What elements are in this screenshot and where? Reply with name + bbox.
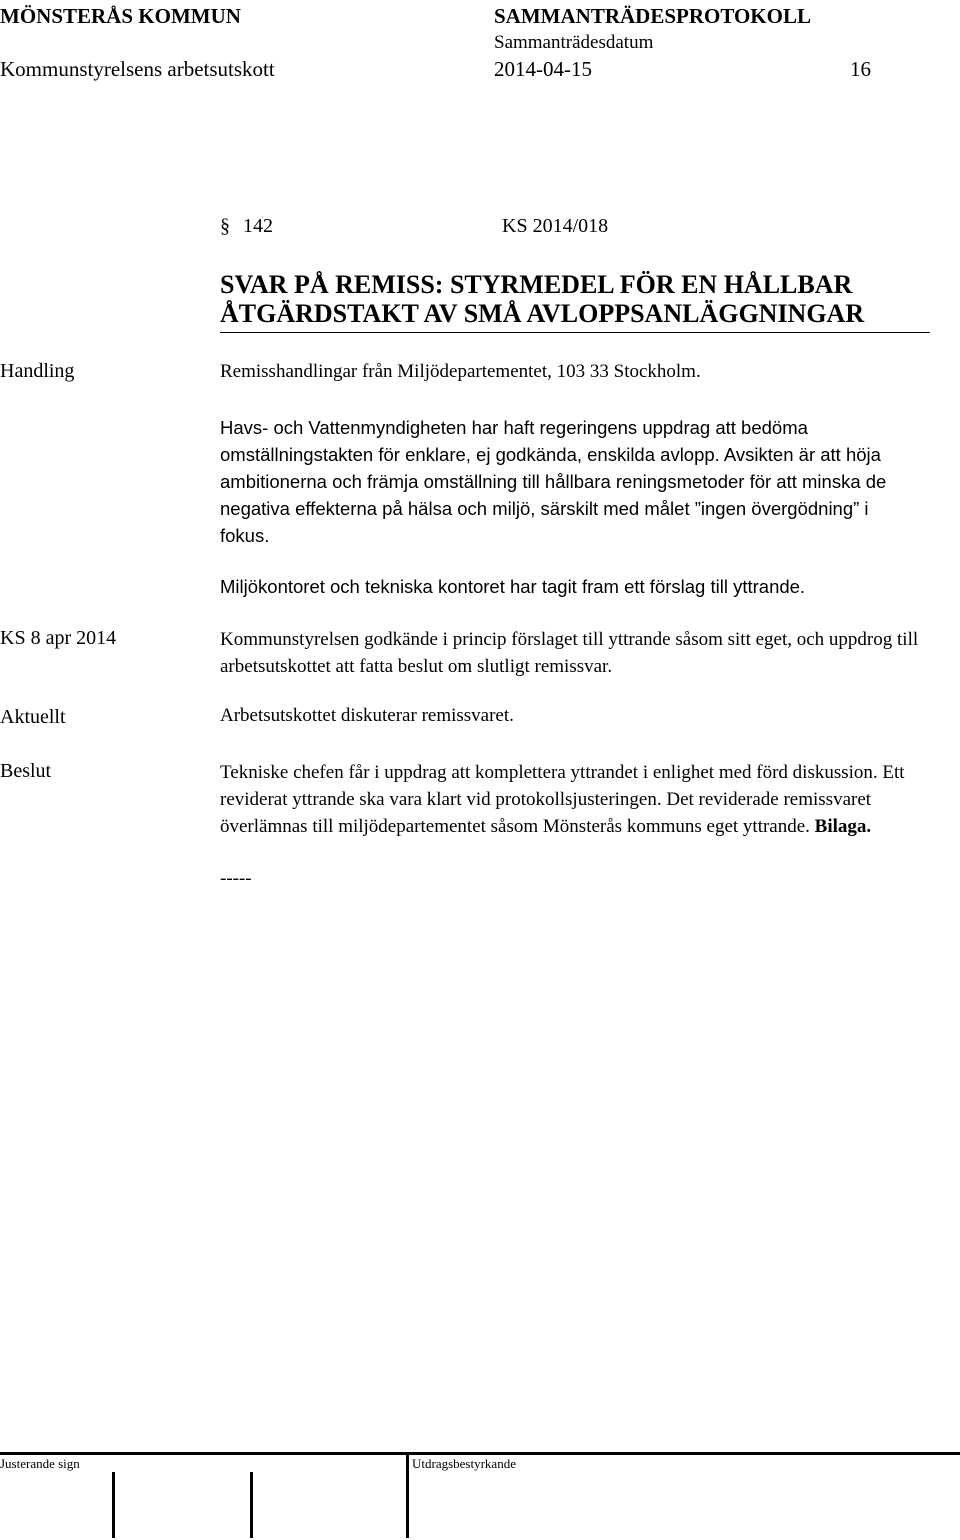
body-paragraph-2: Miljökontoret och tekniska kontoret har tagit fram ett förslag till yttrande. xyxy=(220,576,806,597)
document-type: SAMMANTRÄDESPROTOKOLL xyxy=(494,4,811,28)
item-title-line1: SVAR PÅ REMISS: STYRMEDEL FÖR EN HÅLLBAR xyxy=(220,270,853,299)
item-number: 142 xyxy=(243,215,273,237)
item-number-line xyxy=(220,215,273,238)
signature-box-divider xyxy=(112,1472,115,1538)
item-title-line2: ÅTGÄRDSTAKT AV SMÅ AVLOPPSANLÄGGNINGAR xyxy=(220,299,865,328)
beslut-text-block xyxy=(220,759,920,840)
committee-name: Kommunstyrelsens arbetsutskott xyxy=(0,57,275,81)
footer-justerande-label: Justerande sign xyxy=(0,1456,80,1471)
beslut-label: Beslut xyxy=(0,760,52,782)
ks-text: Kommunstyrelsen godkände i princip förslaget till yttrande såsom sitt eget, och uppdrog till arbetsutskottet att fatta beslut om slutligt remissvar. xyxy=(220,629,919,677)
signature-box-divider xyxy=(250,1472,253,1538)
handling-label: Handling xyxy=(0,360,75,382)
end-mark: ----- xyxy=(220,868,252,889)
page-number: 16 xyxy=(850,57,871,81)
aktuellt-text: Arbetsutskottet diskuterar remissvaret. xyxy=(220,705,514,726)
beslut-attachment: Bilaga. xyxy=(814,816,872,837)
beslut-text: Tekniske chefen får i uppdrag att komplettera yttrandet i enlighet med förd diskussion. Ett reviderat yttrande ska vara klart vid protokollsjusteringen. Det reviderade remissvaret överlämnas till miljödepartementet såsom Mönsterås kommuns eget yttrande. xyxy=(220,762,905,837)
signature-box-divider xyxy=(406,1455,409,1538)
section-mark: § xyxy=(220,215,230,237)
date-label: Sammanträdesdatum xyxy=(494,32,654,53)
case-id: KS 2014/018 xyxy=(502,215,609,237)
municipality-name: MÖNSTERÅS KOMMUN xyxy=(0,4,241,28)
handling-text: Remisshandlingar från Miljödepartementet, 103 33 Stockholm. xyxy=(220,361,701,382)
aktuellt-label: Aktuellt xyxy=(0,706,66,728)
ks-label: KS 8 apr 2014 xyxy=(0,627,117,649)
meeting-date: 2014-04-15 xyxy=(494,57,592,81)
footer-rule xyxy=(0,1452,960,1455)
body-paragraph-1: Havs- och Vattenmyndigheten har haft regeringens uppdrag att bedöma omställningstakten för enklare, ej godkända, enskilda avlopp. Avsikten är att höja ambitionerna och främja omställning till hållbara reningsmetoder för att minska de negativa effekterna på hälsa och miljö, särskilt med målet ”ingen övergödning” i fokus. xyxy=(220,417,887,546)
title-rule xyxy=(220,332,930,333)
footer-utdrag-label: Utdragsbestyrkande xyxy=(412,1456,516,1471)
